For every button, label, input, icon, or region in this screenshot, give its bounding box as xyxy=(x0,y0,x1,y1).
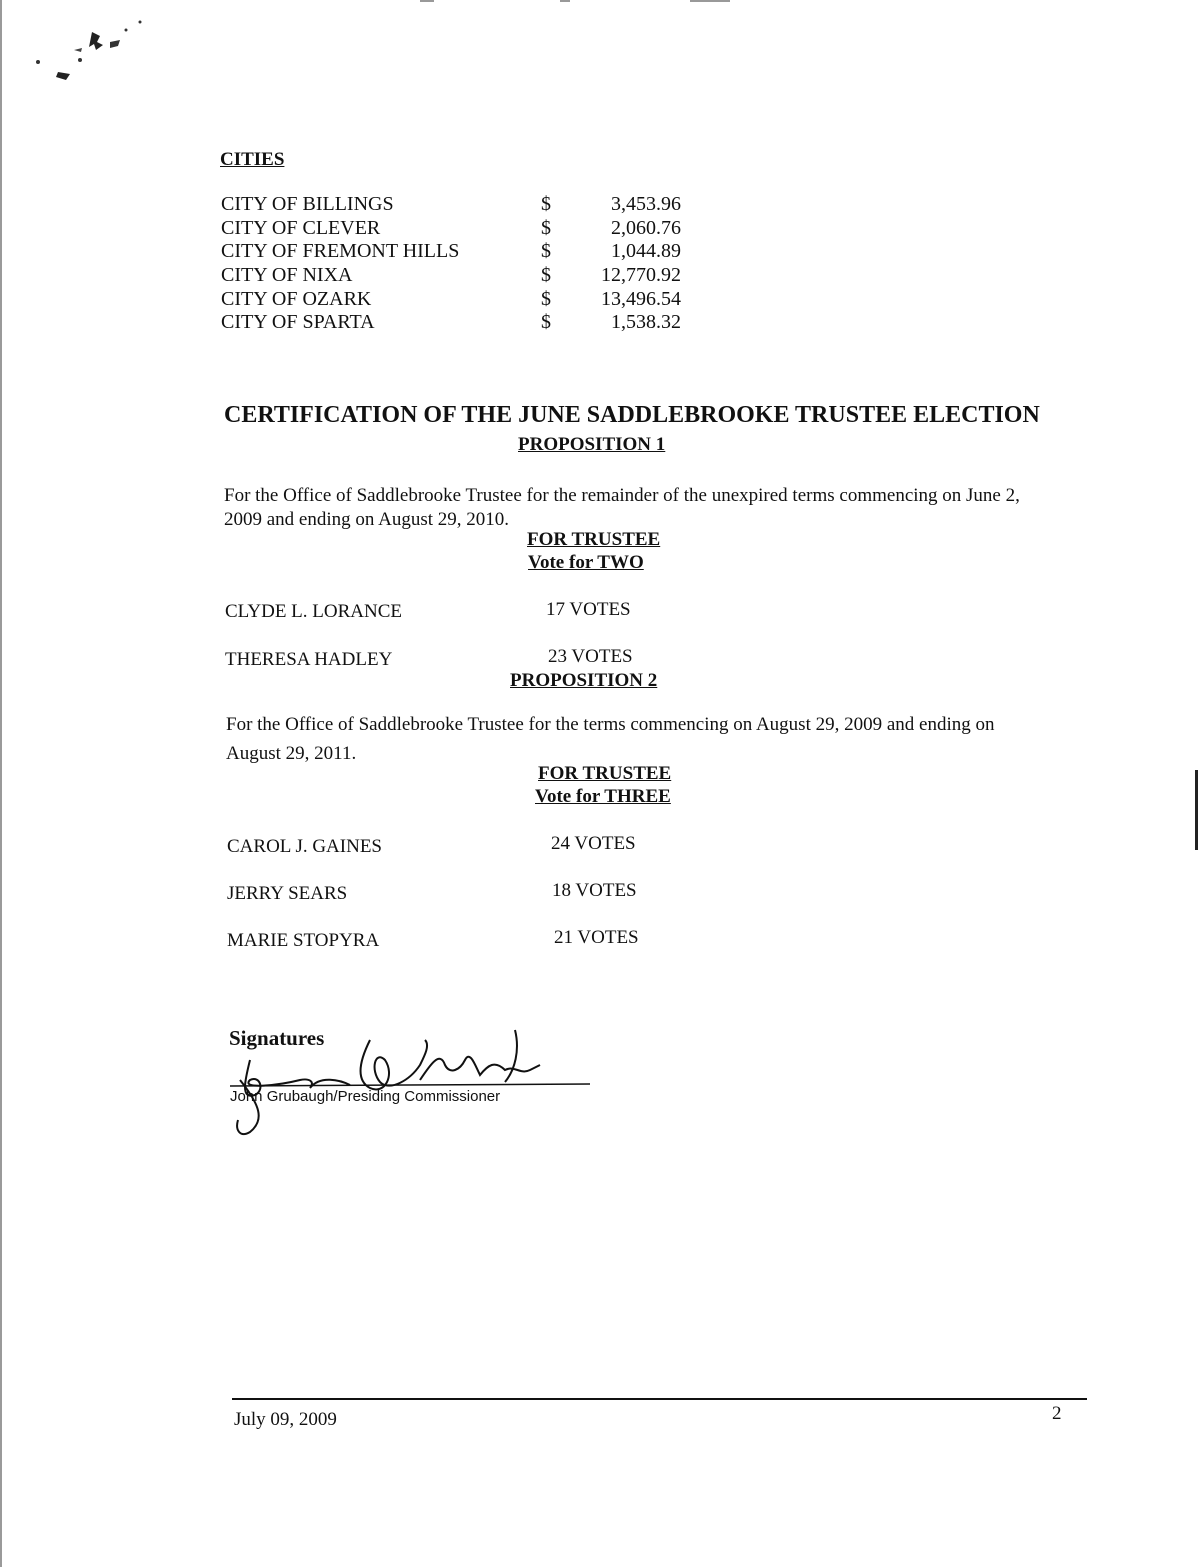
candidate-votes: 18 VOTES xyxy=(552,880,637,901)
city-amount: 12,770.92 xyxy=(601,264,681,286)
candidate-name: CLYDE L. LORANCE xyxy=(225,601,403,622)
candidate-votes: 17 VOTES xyxy=(546,599,631,620)
signer-line: John Grubaugh/Presiding Commissioner xyxy=(230,1088,501,1105)
city-name: CITY OF FREMONT HILLS xyxy=(221,240,460,262)
candidate-votes: 21 VOTES xyxy=(554,927,639,948)
page-number: 2 xyxy=(1052,1403,1062,1424)
cities-row xyxy=(221,216,691,240)
proposition-2-text-line-2: August 29, 2011. xyxy=(226,743,357,764)
proposition-1-text-line-1: For the Office of Saddlebrooke Trustee for the remainder of the unexpired terms commencing on June 2, xyxy=(224,485,1020,506)
currency-symbol: $ xyxy=(541,264,551,286)
proposition-2-text-line-1: For the Office of Saddlebrooke Trustee for the terms commencing on August 29, 2009 and ending on xyxy=(226,714,995,735)
candidate-name: THERESA HADLEY xyxy=(225,649,393,670)
candidate-name: MARIE STOPYRA xyxy=(227,930,380,951)
currency-symbol: $ xyxy=(541,311,551,333)
cities-row xyxy=(221,263,691,287)
signatures-heading: Signatures xyxy=(229,1026,325,1050)
cities-heading: CITIES xyxy=(220,149,285,170)
scan-mark xyxy=(420,0,434,2)
handwritten-signature xyxy=(220,1020,610,1140)
cities-row xyxy=(221,239,691,263)
currency-symbol: $ xyxy=(541,193,551,215)
candidate-name: JERRY SEARS xyxy=(227,883,348,904)
city-amount: 1,044.89 xyxy=(611,240,681,262)
city-name: CITY OF SPARTA xyxy=(221,311,375,333)
proposition-1-office: FOR TRUSTEE xyxy=(527,529,661,550)
city-name: CITY OF OZARK xyxy=(221,288,372,310)
proposition-2-vote-for: Vote for THREE xyxy=(535,786,671,807)
cities-row xyxy=(221,287,691,311)
currency-symbol: $ xyxy=(541,288,551,310)
city-name: CITY OF BILLINGS xyxy=(221,193,394,215)
footer-date: July 09, 2009 xyxy=(234,1409,337,1430)
certification-title: CERTIFICATION OF THE JUNE SADDLEBROOKE TRUSTEE ELECTION xyxy=(224,402,1040,428)
scan-edge-right xyxy=(1195,770,1198,850)
currency-symbol: $ xyxy=(541,217,551,239)
scan-specks xyxy=(30,20,160,95)
city-amount: 13,496.54 xyxy=(601,288,681,310)
cities-row xyxy=(221,310,691,334)
proposition-1-heading: PROPOSITION 1 xyxy=(518,434,666,455)
scan-edge-left xyxy=(0,0,2,1567)
candidate-votes: 24 VOTES xyxy=(551,833,636,854)
scan-mark xyxy=(690,0,730,2)
city-amount: 1,538.32 xyxy=(611,311,681,333)
city-name: CITY OF NIXA xyxy=(221,264,353,286)
currency-symbol: $ xyxy=(541,240,551,262)
city-amount: 3,453.96 xyxy=(611,193,681,215)
cities-row xyxy=(221,192,691,216)
candidate-votes: 23 VOTES xyxy=(548,646,633,667)
footer-rule xyxy=(232,1398,1087,1400)
proposition-2-heading: PROPOSITION 2 xyxy=(510,670,658,691)
proposition-1-text-line-2: 2009 and ending on August 29, 2010. xyxy=(224,509,509,530)
proposition-2-office: FOR TRUSTEE xyxy=(538,763,672,784)
candidate-name: CAROL J. GAINES xyxy=(227,836,382,857)
scan-mark xyxy=(560,0,570,2)
city-amount: 2,060.76 xyxy=(611,217,681,239)
proposition-1-vote-for: Vote for TWO xyxy=(528,552,644,573)
city-name: CITY OF CLEVER xyxy=(221,217,381,239)
